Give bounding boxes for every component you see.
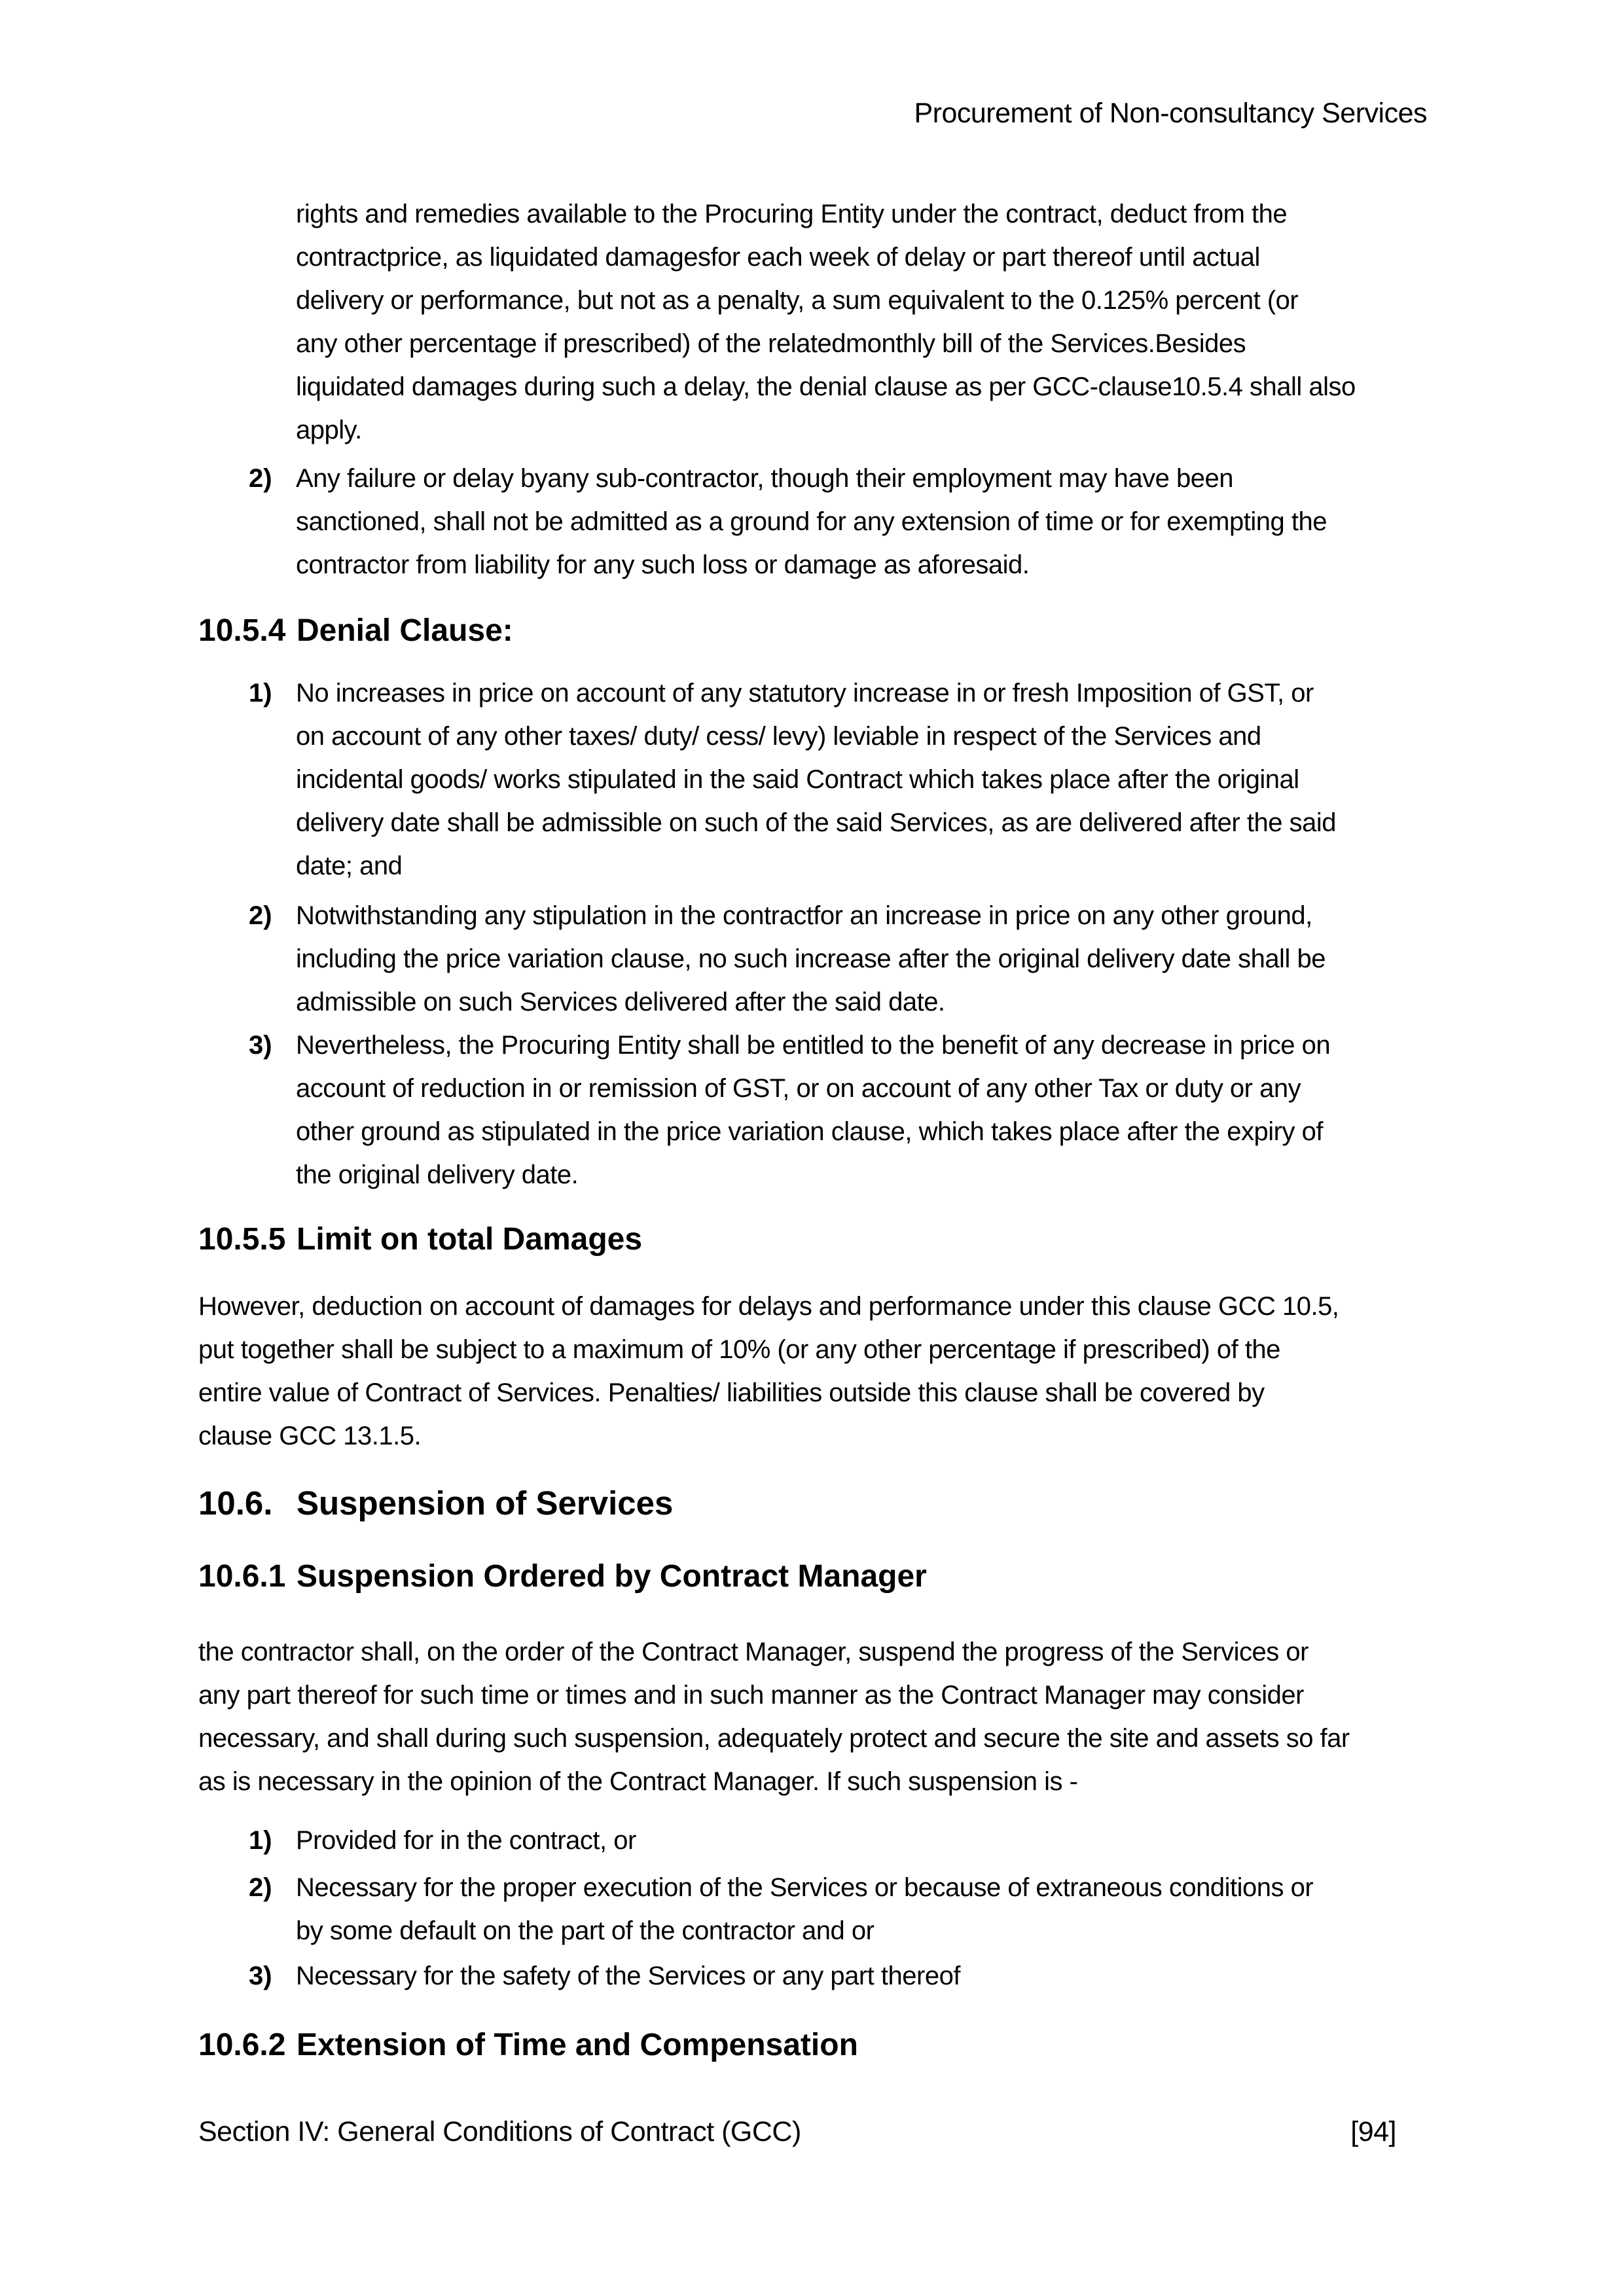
text-line: including the price variation clause, no such increase after the original delivery date shall be xyxy=(296,944,1326,973)
suspension-item-1 xyxy=(249,1819,1479,1862)
text-line: any other percentage if prescribed) of the relatedmonthly bill of the Services.Besides xyxy=(296,329,1246,358)
text-line: put together shall be subject to a maximum of 10% (or any other percentage if prescribed) of the xyxy=(198,1335,1280,1364)
heading-10-5-5 xyxy=(198,1218,642,1261)
page-header-title: Procurement of Non-consultancy Services xyxy=(914,98,1427,129)
suspension-ordered-paragraph xyxy=(198,1630,1481,1803)
heading-10-6 xyxy=(198,1480,673,1526)
text-line: Provided for in the contract, or xyxy=(296,1826,636,1855)
text-lines xyxy=(296,672,1479,888)
text-line: contractprice, as liquidated damagesfor each week of delay or part thereof until actual xyxy=(296,243,1260,272)
clause-10-5-3-item-2 xyxy=(249,457,1479,586)
heading-number: 10.6. xyxy=(198,1484,273,1522)
text-lines xyxy=(296,1954,1479,1998)
text-line: rights and remedies available to the Procuring Entity under the contract, deduct from the xyxy=(296,200,1288,228)
text-line: apply. xyxy=(296,416,362,444)
denial-clause-item-3 xyxy=(249,1024,1479,1196)
text-line: However, deduction on account of damages for delays and performance under this clause GCC 10.5, xyxy=(198,1292,1339,1321)
text-line: Nevertheless, the Procuring Entity shall be entitled to the benefit of any decrease in price on xyxy=(296,1031,1331,1060)
text-line: entire value of Contract of Services. Penalties/ liabilities outside this clause shall be covered by xyxy=(198,1378,1265,1407)
text-lines xyxy=(296,457,1479,586)
list-number: 1) xyxy=(249,679,272,708)
denial-clause-item-1 xyxy=(249,672,1479,888)
text-line: admissible on such Services delivered after the said date. xyxy=(296,988,945,1016)
text-lines xyxy=(198,1630,1481,1803)
text-line: sanctioned, shall not be admitted as a ground for any extension of time or for exempting the xyxy=(296,507,1327,536)
text-line: liquidated damages during such a delay, the denial clause as per GCC-clause10.5.4 shall also xyxy=(296,372,1356,401)
text-line: any part thereof for such time or times and in such manner as the Contract Manager may consider xyxy=(198,1681,1304,1710)
text-line: as is necessary in the opinion of the Contract Manager. If such suspension is - xyxy=(198,1767,1078,1796)
list-number: 2) xyxy=(249,901,272,930)
heading-text: Suspension Ordered by Contract Manager xyxy=(297,1559,927,1594)
text-line: on account of any other taxes/ duty/ cess/ levy) leviable in respect of the Services and xyxy=(296,722,1261,751)
text-line: delivery or performance, but not as a penalty, a sum equivalent to the 0.125% percent (or xyxy=(296,286,1299,315)
text-line: Notwithstanding any stipulation in the contractfor an increase in price on any other ground, xyxy=(296,901,1312,930)
list-number: 1) xyxy=(249,1826,272,1855)
heading-number: 10.5.4 xyxy=(198,613,286,648)
text-line: by some default on the part of the contractor and or xyxy=(296,1916,875,1945)
text-line: Any failure or delay byany sub-contractor, though their employment may have been xyxy=(296,464,1233,493)
heading-text: Suspension of Services xyxy=(297,1484,674,1522)
footer-section-title: Section IV: General Conditions of Contract (GCC) xyxy=(198,2116,801,2147)
text-line: Necessary for the proper execution of the Services or because of extraneous conditions or xyxy=(296,1873,1314,1902)
heading-number: 10.6.2 xyxy=(198,2028,286,2062)
text-line: the original delivery date. xyxy=(296,1160,579,1189)
text-line: No increases in price on account of any statutory increase in or fresh Imposition of GST, or xyxy=(296,679,1314,708)
text-lines xyxy=(198,1285,1481,1458)
limit-on-damages-paragraph xyxy=(198,1285,1481,1458)
text-lines xyxy=(296,1024,1479,1196)
text-line: necessary, and shall during such suspension, adequately protect and secure the site and assets so far xyxy=(198,1724,1350,1753)
text-lines xyxy=(296,1866,1479,1952)
text-line: the contractor shall, on the order of the Contract Manager, suspend the progress of the Services or xyxy=(198,1638,1308,1666)
denial-clause-item-2 xyxy=(249,894,1479,1024)
suspension-item-2 xyxy=(249,1866,1479,1952)
text-lines xyxy=(296,894,1479,1024)
text-line: account of reduction in or remission of GST, or on account of any other Tax or duty or any xyxy=(296,1074,1301,1103)
heading-number: 10.6.1 xyxy=(198,1559,286,1594)
heading-10-6-2 xyxy=(198,2024,858,2067)
heading-text: Limit on total Damages xyxy=(297,1222,643,1257)
list-number: 3) xyxy=(249,1031,272,1060)
text-lines xyxy=(296,1819,1479,1862)
footer-page-number: [94] xyxy=(1350,2116,1396,2147)
heading-10-5-4 xyxy=(198,609,513,653)
text-lines xyxy=(296,192,1487,452)
list-number: 2) xyxy=(249,464,272,493)
text-line: incidental goods/ works stipulated in the said Contract which takes place after the original xyxy=(296,765,1299,794)
suspension-item-3 xyxy=(249,1954,1479,1998)
heading-text: Denial Clause: xyxy=(297,613,513,648)
heading-number: 10.5.5 xyxy=(198,1222,286,1257)
heading-10-6-1 xyxy=(198,1555,927,1598)
text-line: clause GCC 13.1.5. xyxy=(198,1422,422,1450)
heading-text: Extension of Time and Compensation xyxy=(297,2028,858,2062)
clause-10-5-3-item-1-continuation xyxy=(296,192,1487,452)
text-line: date; and xyxy=(296,852,403,880)
text-line: contractor from liability for any such loss or damage as aforesaid. xyxy=(296,550,1030,579)
text-line: Necessary for the safety of the Services or any part thereof xyxy=(296,1962,960,1990)
list-number: 2) xyxy=(249,1873,272,1902)
text-line: other ground as stipulated in the price variation clause, which takes place after the expiry of xyxy=(296,1117,1323,1146)
text-line: delivery date shall be admissible on such of the said Services, as are delivered after the said xyxy=(296,808,1336,837)
list-number: 3) xyxy=(249,1962,272,1990)
